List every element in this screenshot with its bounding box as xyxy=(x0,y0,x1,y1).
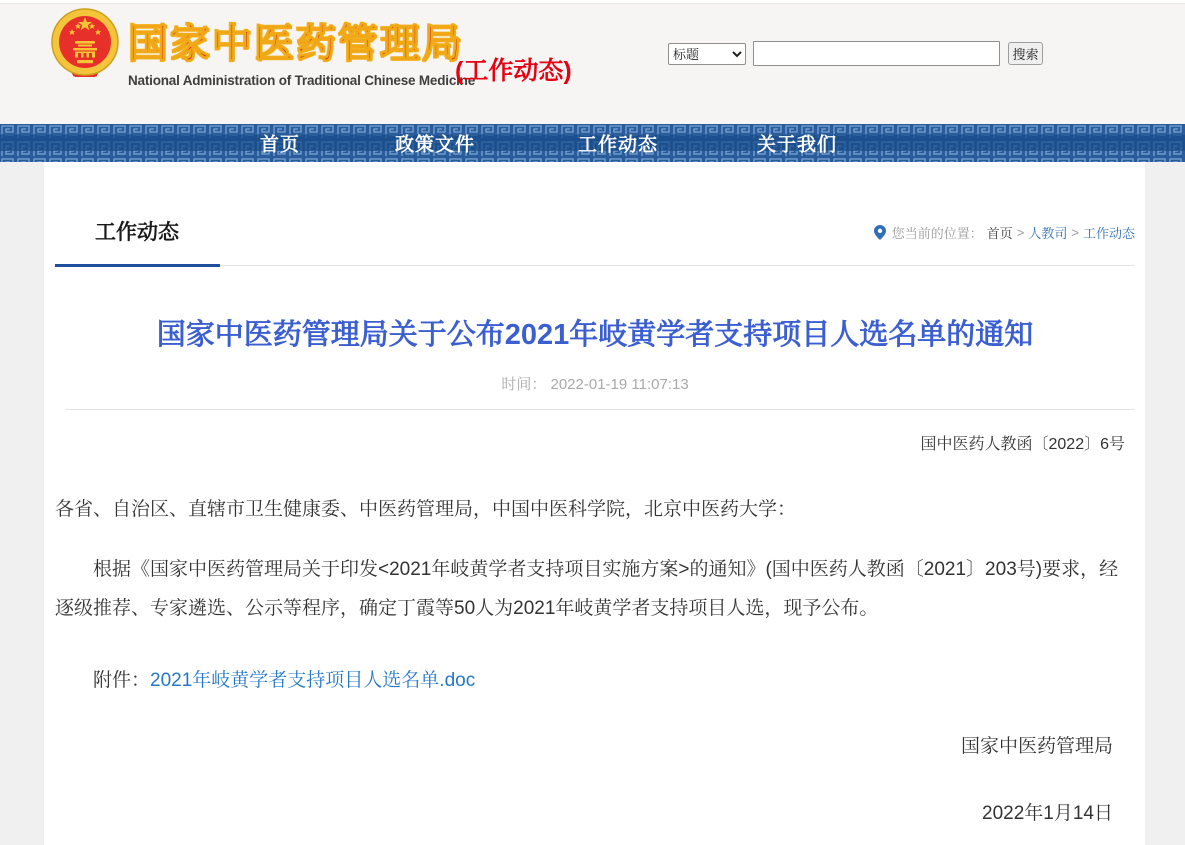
site-header xyxy=(0,4,1185,124)
article-date: 2022年1月14日 xyxy=(982,803,1113,824)
section-label: (工作动态) xyxy=(455,57,572,85)
tab-active-underline xyxy=(55,264,220,267)
article-title: 国家中医药管理局关于公布2021年岐黄学者支持项目人选名单的通知 xyxy=(156,319,1034,351)
main-nav xyxy=(0,124,1185,162)
attachment-label: 附件： xyxy=(93,670,151,691)
attachment-row xyxy=(55,665,1135,692)
breadcrumb-home-link[interactable]: 首页 xyxy=(986,226,1013,241)
search-button[interactable]: 搜索 xyxy=(1008,42,1043,65)
breadcrumb-prefix: 您当前的位置： xyxy=(891,226,983,241)
nav-item-work-news[interactable]: 工作动态 xyxy=(577,134,659,156)
article-salutation: 各省、自治区、直辖市卫生健康委、中医药管理局，中国中医科学院，北京中医药大学： xyxy=(55,499,797,520)
breadcrumb-work-news-link[interactable]: 工作动态 xyxy=(1082,226,1135,241)
search-input[interactable] xyxy=(753,41,1000,66)
time-value: 2022-01-19 11:07:13 xyxy=(550,376,689,393)
article-time xyxy=(55,373,1135,394)
nav-item-policy-documents[interactable]: 政策文件 xyxy=(394,134,476,156)
article-body-paragraph: 根据《国家中医药管理局关于印发<2021年岐黄学者支持项目实施方案>的通知》(国中医药人教函〔2021〕203号)要求，经逐级推荐、专家遴选、公示等程序，确定丁霞等50人为2021年岐黄学者支持项目人选，现予公布。 xyxy=(55,559,1119,619)
tab-bar xyxy=(44,162,1145,267)
breadcrumb-separator: > xyxy=(1016,225,1025,240)
nav-items xyxy=(0,124,1185,162)
search-area xyxy=(0,4,1185,124)
site-title: 国家中医药管理局 xyxy=(128,22,464,66)
location-pin-icon xyxy=(874,225,886,240)
document-number: 国中医药人教函〔2022〕6号 xyxy=(920,436,1125,453)
search-field-select[interactable] xyxy=(668,43,746,65)
article-signature: 国家中医药管理局 xyxy=(960,736,1113,757)
breadcrumb xyxy=(874,223,1135,242)
time-label: 时间： xyxy=(501,376,547,393)
tab-work-news[interactable]: 工作动态 xyxy=(95,221,179,244)
nav-item-home[interactable]: 首页 xyxy=(259,134,301,156)
content-panel xyxy=(44,162,1145,845)
article-divider xyxy=(65,409,1135,410)
breadcrumb-renjiaosi-link[interactable]: 人教司 xyxy=(1028,226,1068,241)
attachment-doc-link[interactable]: 2021年岐黄学者支持项目人选名单.doc xyxy=(150,670,476,691)
nav-item-about-us[interactable]: 关于我们 xyxy=(756,134,838,156)
site-subtitle-en: National Administration of Traditional Chinese Medicine xyxy=(128,73,476,88)
article xyxy=(44,318,1145,845)
breadcrumb-separator: > xyxy=(1071,225,1079,240)
